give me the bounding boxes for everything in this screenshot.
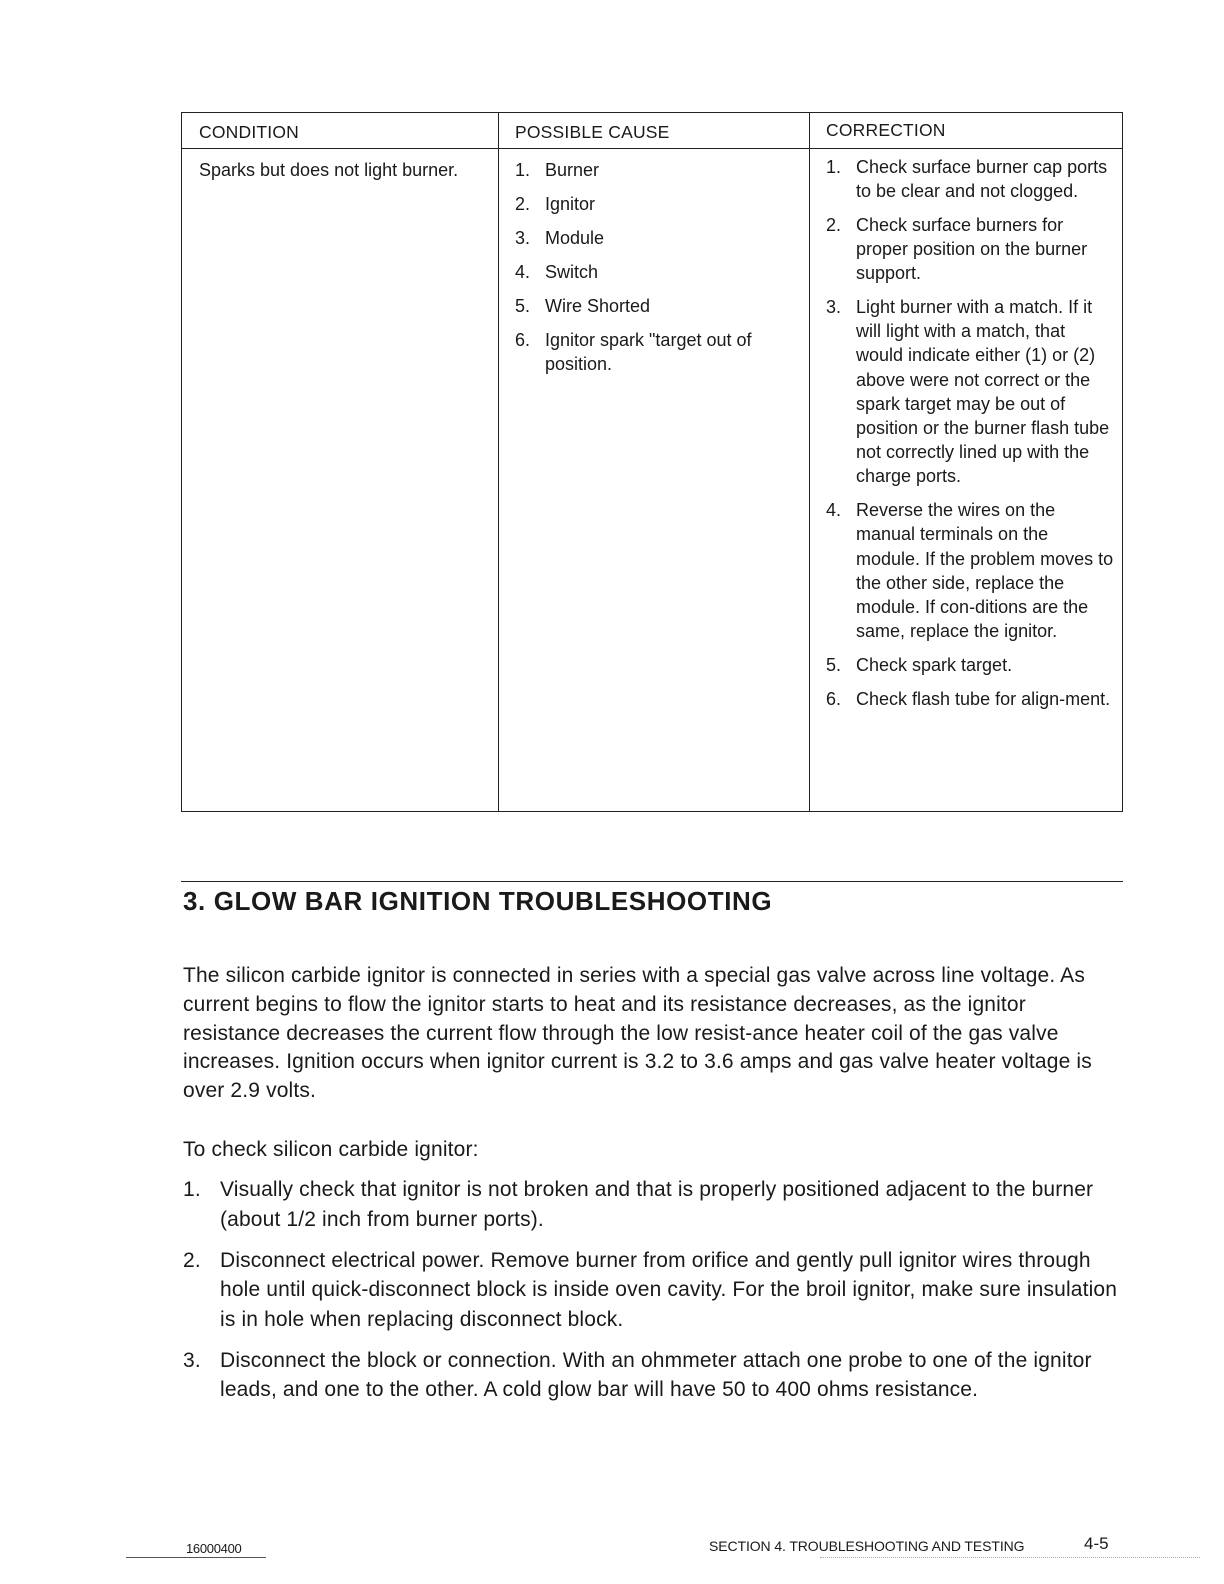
check-step xyxy=(183,1246,1128,1335)
cause-text: Burner xyxy=(545,160,600,180)
cause-item xyxy=(515,192,790,216)
footer-section-label: SECTION 4. TROUBLESHOOTING AND TESTING xyxy=(709,1538,1025,1554)
possible-cause-list xyxy=(515,158,790,386)
step-text: Disconnect electrical power. Remove burner from orifice and gently pull ignitor wires through hole until quick-disconnect block is inside oven cavity. For the broil ignitor, make sure insulation is in hole when replacing disconnect block. xyxy=(220,1248,1118,1331)
correction-number: 3. xyxy=(826,297,842,318)
correction-number: 1. xyxy=(826,157,842,177)
correction-number: 6. xyxy=(826,688,842,709)
column-divider xyxy=(809,113,810,811)
cause-item xyxy=(515,260,790,284)
check-heading: To check silicon carbide ignitor: xyxy=(183,1138,479,1161)
header-divider xyxy=(182,148,1122,149)
cause-item xyxy=(515,328,790,376)
correction-text: Check surface burners for proper position on the burner support. xyxy=(856,214,1088,284)
step-text: Disconnect the block or connection. With an ohmmeter attach one probe to one of the ignitor leads, and one to the other. A cold glow bar will have 50 to 400 ohms resistance. xyxy=(220,1348,1092,1401)
correction-number: 5. xyxy=(826,654,842,675)
section-rule xyxy=(181,881,1123,882)
troubleshooting-table xyxy=(181,112,1123,812)
cause-number: 6. xyxy=(515,330,531,350)
cause-text: Wire Shorted xyxy=(545,296,651,316)
cause-text: Module xyxy=(545,228,605,248)
column-divider xyxy=(498,113,499,811)
step-text: Visually check that ignitor is not broken and that is properly positioned adjacent to the burner (about 1/2 inch from burner ports). xyxy=(220,1178,1094,1231)
cause-text: Ignitor spark "target out of position. xyxy=(545,330,752,375)
correction-text: Light burner with a match. If it will light with a match, that would indicate either (1) or (2) above were not correct or the spark target may be out of position or the burner flash tube not correctly lined up with the charge ports. xyxy=(856,297,1110,487)
correction-number: 2. xyxy=(826,214,842,235)
cause-number: 4. xyxy=(515,262,531,282)
correction-text: Reverse the wires on the manual terminals on the module. If the problem moves to the other side, replace the module. If con-ditions are the same, replace the ignitor. xyxy=(856,500,1114,642)
cause-item xyxy=(515,226,790,250)
cause-text: Switch xyxy=(545,262,599,282)
footer-dotted-rule xyxy=(820,1557,1200,1558)
cause-item xyxy=(515,158,790,182)
correction-item xyxy=(826,687,1116,711)
header-correction: CORRECTION xyxy=(826,120,946,140)
correction-text: Check spark target. xyxy=(856,654,1013,675)
correction-text: Check flash tube for align-ment. xyxy=(856,688,1111,709)
cause-number: 3. xyxy=(515,228,531,248)
check-step xyxy=(183,1346,1128,1405)
document-number: 16000400 xyxy=(186,1541,242,1556)
cause-number: 2. xyxy=(515,194,531,214)
condition-cell: Sparks but does not light burner. xyxy=(199,160,459,180)
intro-paragraph: The silicon carbide ignitor is connected in series with a special gas valve across line voltage. As current begins to flow the ignitor starts to heat and its resistance decreases, as the ignitor resistance decreases the current flow through the low resist-ance heater coil of the gas valve increases. Ignition occurs when ignitor current is 3.2 to 3.6 amps and gas valve heater voltage is over 2.9 volts. xyxy=(183,964,1092,1103)
correction-number: 4. xyxy=(826,500,842,521)
cause-number: 5. xyxy=(515,296,531,316)
page-number: 4-5 xyxy=(1084,1534,1109,1553)
header-possible-cause: POSSIBLE CAUSE xyxy=(515,122,670,142)
section-title: 3. GLOW BAR IGNITION TROUBLESHOOTING xyxy=(183,886,773,916)
step-number: 2. xyxy=(183,1248,201,1272)
correction-item xyxy=(826,653,1116,677)
step-number: 3. xyxy=(183,1348,201,1372)
cause-number: 1. xyxy=(515,160,531,180)
check-steps-list xyxy=(183,1175,1128,1416)
step-number: 1. xyxy=(183,1178,201,1201)
correction-item xyxy=(826,213,1116,286)
correction-text: Check surface burner cap ports to be clear and not clogged. xyxy=(856,157,1108,202)
header-condition: CONDITION xyxy=(199,122,299,142)
check-step xyxy=(183,1175,1128,1234)
correction-item xyxy=(826,155,1116,203)
correction-list xyxy=(826,155,1116,720)
correction-item xyxy=(826,498,1116,643)
correction-item xyxy=(826,295,1116,489)
footer-underline xyxy=(126,1557,266,1558)
cause-item xyxy=(515,294,790,318)
cause-text: Ignitor xyxy=(545,194,596,214)
